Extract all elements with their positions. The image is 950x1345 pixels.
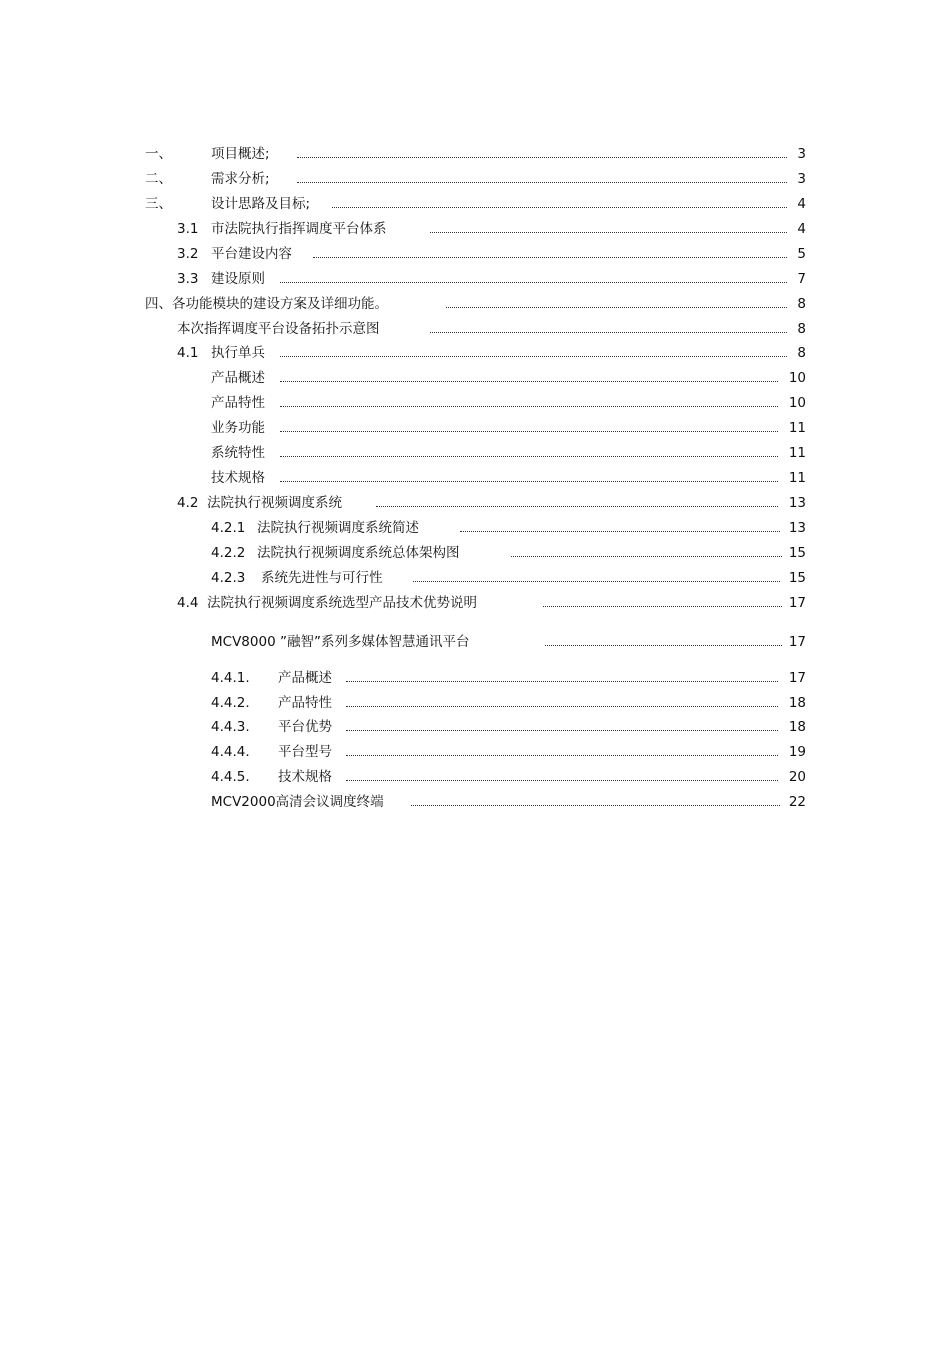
toc-entry-page: 8	[797, 321, 806, 337]
toc-entry-title: 平台型号	[278, 744, 332, 760]
toc-entry	[0, 244, 950, 264]
toc-entry	[0, 468, 950, 488]
toc-entry-number: 4.4.5.	[211, 769, 250, 785]
toc-entry	[0, 343, 950, 363]
toc-leader-dots	[346, 755, 778, 756]
toc-entry-page: 5	[797, 246, 806, 262]
toc-entry-page: 4	[797, 221, 806, 237]
toc-entry-number: 4.2.3	[211, 570, 246, 586]
toc-entry	[0, 518, 950, 538]
toc-entry-page: 20	[788, 769, 806, 785]
toc-entry-page: 11	[788, 420, 806, 436]
toc-entry-title: 项目概述;	[211, 146, 270, 162]
toc-leader-dots	[543, 606, 782, 607]
toc-entry-title: 系统先进性与可行性	[261, 570, 383, 586]
toc-entry-title: 法院执行视频调度系统选型产品技术优势说明	[207, 595, 477, 611]
toc-entry-title: 执行单兵	[211, 345, 265, 361]
toc-entry-page: 13	[788, 495, 806, 511]
toc-entry-page: 11	[788, 445, 806, 461]
toc-entry	[0, 269, 950, 289]
toc-entry-title: 业务功能	[211, 420, 265, 436]
toc-entry-page: 11	[788, 470, 806, 486]
toc-entry-page: 17	[788, 634, 806, 650]
toc-entry-page: 10	[788, 370, 806, 386]
toc-leader-dots	[332, 207, 787, 208]
toc-entry	[0, 393, 950, 413]
toc-entry	[0, 632, 950, 652]
toc-entry-number: 4.1	[177, 345, 199, 361]
toc-leader-dots	[430, 232, 787, 233]
toc-entry	[0, 693, 950, 713]
toc-leader-dots	[430, 332, 787, 333]
toc-entry-page: 10	[788, 395, 806, 411]
toc-entry-number: 4.2.1	[211, 520, 246, 536]
toc-leader-dots	[376, 506, 778, 507]
toc-leader-dots	[280, 456, 778, 457]
toc-entry-number: 二、	[145, 171, 172, 187]
toc-entry-number: 一、	[145, 146, 172, 162]
toc-entry	[0, 294, 950, 314]
toc-entry-number: 4.2.2	[211, 545, 246, 561]
toc-entry-page: 15	[788, 570, 806, 586]
toc-leader-dots	[545, 645, 782, 646]
toc-leader-dots	[280, 406, 778, 407]
toc-leader-dots	[297, 157, 787, 158]
toc-entry-page: 18	[788, 719, 806, 735]
toc-leader-dots	[446, 307, 787, 308]
toc-entry-page: 3	[797, 171, 806, 187]
toc-entry-page: 15	[788, 545, 806, 561]
toc-entry-number: 三、	[145, 196, 172, 212]
toc-entry-title: 建设原则	[211, 271, 265, 287]
toc-entry	[0, 368, 950, 388]
toc-entry	[0, 194, 950, 214]
toc-entry	[0, 493, 950, 513]
toc-entry-number: 4.2	[177, 495, 199, 511]
toc-leader-dots	[297, 182, 787, 183]
toc-entry-title: 产品概述	[211, 370, 265, 386]
toc-entry	[0, 792, 950, 812]
toc-entry	[0, 144, 950, 164]
toc-entry-title: 四、各功能模块的建设方案及详细功能。	[145, 296, 388, 312]
toc-entry-page: 3	[797, 146, 806, 162]
toc-entry-page: 19	[788, 744, 806, 760]
toc-entry-title: 法院执行视频调度系统	[207, 495, 342, 511]
toc-entry-title: 技术规格	[211, 470, 265, 486]
toc-entry	[0, 668, 950, 688]
toc-leader-dots	[280, 481, 778, 482]
toc-entry-title: 本次指挥调度平台设备拓扑示意图	[177, 321, 380, 337]
toc-leader-dots	[411, 805, 780, 806]
toc-entry-title: MCV2000高清会议调度终端	[211, 794, 384, 810]
toc-entry	[0, 543, 950, 563]
toc-leader-dots	[511, 556, 782, 557]
toc-entry-title: 市法院执行指挥调度平台体系	[211, 221, 387, 237]
toc-entry-number: 4.4.1.	[211, 670, 250, 686]
toc-entry-number: 4.4.3.	[211, 719, 250, 735]
toc-entry	[0, 418, 950, 438]
toc-leader-dots	[280, 356, 787, 357]
toc-leader-dots	[346, 730, 778, 731]
toc-entry	[0, 219, 950, 239]
toc-leader-dots	[346, 780, 778, 781]
toc-entry-title: 法院执行视频调度系统总体架构图	[257, 545, 460, 561]
toc-leader-dots	[346, 681, 778, 682]
toc-entry	[0, 593, 950, 613]
toc-entry-page: 13	[788, 520, 806, 536]
toc-entry-page: 22	[788, 794, 806, 810]
toc-entry-number: 3.3	[177, 271, 199, 287]
toc-entry-page: 17	[788, 670, 806, 686]
toc-entry-number: 4.4	[177, 595, 199, 611]
toc-entry	[0, 568, 950, 588]
toc-entry	[0, 742, 950, 762]
toc-entry-page: 17	[788, 595, 806, 611]
toc-entry	[0, 767, 950, 787]
toc-entry-page: 18	[788, 695, 806, 711]
toc-entry-title: 需求分析;	[211, 171, 270, 187]
toc-entry-page: 8	[797, 296, 806, 312]
toc-entry	[0, 717, 950, 737]
toc-entry-number: 4.4.2.	[211, 695, 250, 711]
toc-entry	[0, 319, 950, 339]
toc-entry-number: 3.2	[177, 246, 199, 262]
toc-entry-title: 设计思路及目标;	[211, 196, 311, 212]
toc-entry	[0, 443, 950, 463]
toc-leader-dots	[280, 282, 787, 283]
toc-entry-number: 4.4.4.	[211, 744, 250, 760]
toc-entry-page: 4	[797, 196, 806, 212]
toc-leader-dots	[413, 581, 780, 582]
toc-leader-dots	[313, 257, 787, 258]
toc-leader-dots	[280, 381, 778, 382]
toc-entry-title: 法院执行视频调度系统简述	[257, 520, 419, 536]
toc-entry	[0, 169, 950, 189]
toc-leader-dots	[460, 531, 780, 532]
toc-entry-title: 平台建设内容	[211, 246, 292, 262]
toc-leader-dots	[346, 706, 778, 707]
toc-entry-page: 8	[797, 345, 806, 361]
toc-entry-title: 产品特性	[278, 695, 332, 711]
toc-entry-title: 产品特性	[211, 395, 265, 411]
toc-entry-number: 3.1	[177, 221, 199, 237]
toc-entry-title: MCV8000 ”融智”系列多媒体智慧通讯平台	[211, 634, 470, 650]
toc-leader-dots	[280, 431, 778, 432]
toc-entry-title: 系统特性	[211, 445, 265, 461]
toc-entry-page: 7	[797, 271, 806, 287]
toc-entry-title: 技术规格	[278, 769, 332, 785]
toc-entry-title: 平台优势	[278, 719, 332, 735]
toc-entry-title: 产品概述	[278, 670, 332, 686]
